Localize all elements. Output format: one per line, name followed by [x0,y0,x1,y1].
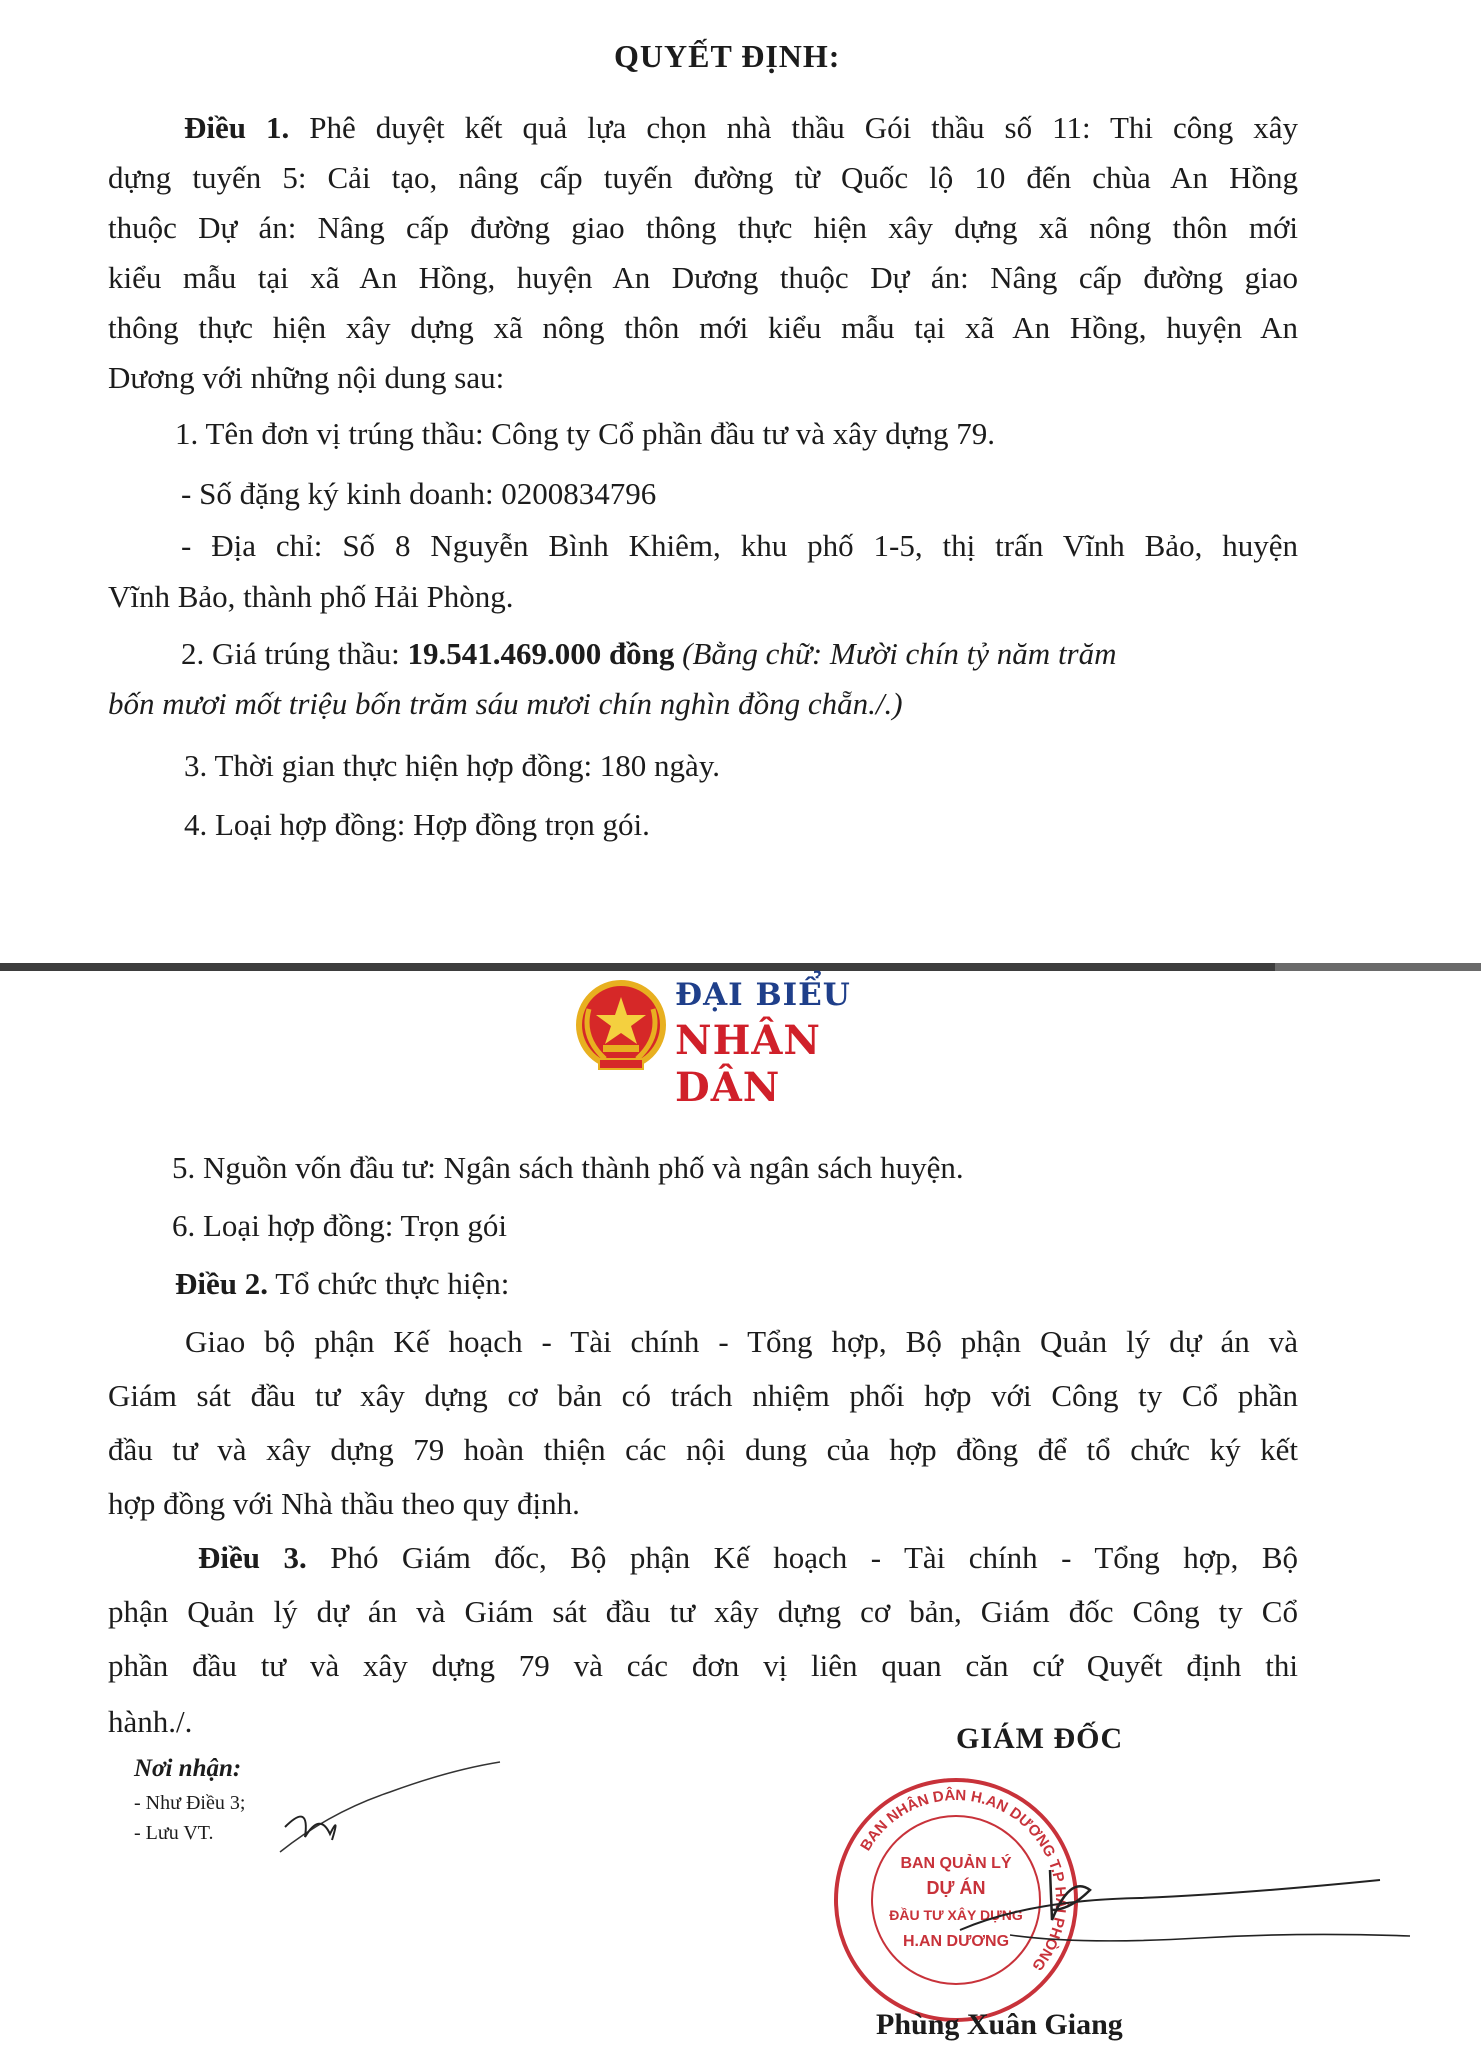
stamp-center-line2: DỰ ÁN [926,1878,986,1898]
document-heading: QUYẾT ĐỊNH: [614,38,841,74]
dieu2-line4: hợp đồng với Nhà thầu theo quy định. [108,1486,580,1521]
dieu2-title: Tổ chức thực hiện: [275,1266,510,1301]
item5-funding: 5. Nguồn vốn đầu tư: Ngân sách thành phố và ngân sách huyện. [172,1150,964,1185]
recipients-title: Nơi nhận: [134,1755,242,1782]
item4-contract-type: 4. Loại hợp đồng: Hợp đồng trọn gói. [184,807,650,842]
initials-signature-icon [270,1742,530,1872]
dieu3-label: Điều 3. [198,1540,307,1575]
dieu2-line3: đầu tư và xây dựng 79 hoàn thiện các nội dung của hợp đồng để tổ chức ký kết [108,1432,1298,1467]
dieu1-line4: kiểu mẫu tại xã An Hồng, huyện An Dương thuộc Dự án: Nâng cấp đường giao [108,260,1298,295]
item1-address-line2: Vĩnh Bảo, thành phố Hải Phòng. [108,579,514,614]
dieu1-line3: thuộc Dự án: Nâng cấp đường giao thông thực hiện xây dựng xã nông thôn mới [108,210,1298,245]
page-separator-tail [1275,963,1481,971]
dieu2-line2: Giám sát đầu tư xây dựng cơ bản có trách nhiệm phối hợp với Công ty Cổ phần [108,1378,1298,1413]
recipients-item2: - Lưu VT. [134,1822,214,1844]
dieu1-line5: thông thực hiện xây dựng xã nông thôn mới kiểu mẫu tại xã An Hồng, huyện An [108,310,1298,345]
dieu3-line3: phần đầu tư và xây dựng 79 và các đơn vị liên quan căn cứ Quyết định thi [108,1648,1298,1683]
dieu1-line6: Dương với những nội dung sau: [108,360,505,395]
stamp-center-line4: H.AN DƯƠNG [902,1933,1010,1950]
dieu1-line2: dựng tuyến 5: Cải tạo, nâng cấp tuyến đường từ Quốc lộ 10 đến chùa An Hồng [108,160,1298,195]
signatory-name: Phùng Xuân Giang [876,2008,1123,2041]
stamp-center-line3: ĐẦU TƯ XÂY DỰNG [889,1907,1023,1923]
item3-duration: 3. Thời gian thực hiện hợp đồng: 180 ngày. [184,748,721,783]
item2-price-line2 [108,684,903,724]
dieu3-line4: hành./. [108,1704,193,1739]
dieu3-line1 [198,1538,1298,1578]
item1-winner: 1. Tên đơn vị trúng thầu: Công ty Cổ phần đầu tư và xây dựng 79. [175,416,996,451]
signature-title: GIÁM ĐỐC [956,1722,1124,1755]
recipients-item1: - Như Điều 3; [134,1792,246,1814]
item2-amount: 19.541.469.000 đồng [407,636,675,671]
dieu3-text-1: Phó Giám đốc, Bộ phận Kế hoạch - Tài chính - Tổng hợp, Bộ [330,1540,1299,1575]
dieu1-line1 [184,108,1298,148]
document-upper-page [0,0,1481,965]
page-separator [0,963,1481,971]
director-signature-icon [940,1840,1420,1990]
stamp-center-line1: BAN QUẢN LÝ [900,1855,1012,1872]
item2-prefix: 2. Giá trúng thầu: [181,636,408,671]
item2-words-1: (Bằng chữ: Mười chín tỷ năm trăm [682,636,1117,671]
dieu2-line1: Giao bộ phận Kế hoạch - Tài chính - Tổng hợp, Bộ phận Quản lý dự án và [185,1324,1298,1359]
watermark-line1: ĐẠI BIỂU [675,977,851,1013]
dieu3-line2: phận Quản lý dự án và Giám sát đầu tư xây dựng cơ bản, Giám đốc Công ty Cổ [108,1594,1298,1629]
item1-registration: - Số đặng ký kinh doanh: 0200834796 [181,476,657,511]
stamp-ring-text: BAN NHÂN DÂN H.AN DƯƠNG T.P HẢI PHÒNG [857,1786,1070,1974]
dieu2-label: Điều 2. [175,1266,268,1301]
document-lower-page [0,980,1481,2048]
item2-words-2: bốn mươi mốt triệu bốn trăm sáu mươi chín nghìn đồng chẵn./.) [108,686,903,721]
item2-price-line1 [181,634,1117,674]
dieu1-text-1: Phê duyệt kết quả lựa chọn nhà thầu Gói thầu số 11: Thi công xây [309,110,1299,145]
item6-contract-type: 6. Loại hợp đồng: Trọn gói [172,1208,508,1243]
dieu2-heading [175,1264,509,1304]
item1-address-line1: - Địa chỉ: Số 8 Nguyễn Bình Khiêm, khu phố 1-5, thị trấn Vĩnh Bảo, huyện [181,528,1298,563]
dieu1-label: Điều 1. [184,110,290,145]
watermark-line2: NHÂN DÂN [675,1017,821,1111]
